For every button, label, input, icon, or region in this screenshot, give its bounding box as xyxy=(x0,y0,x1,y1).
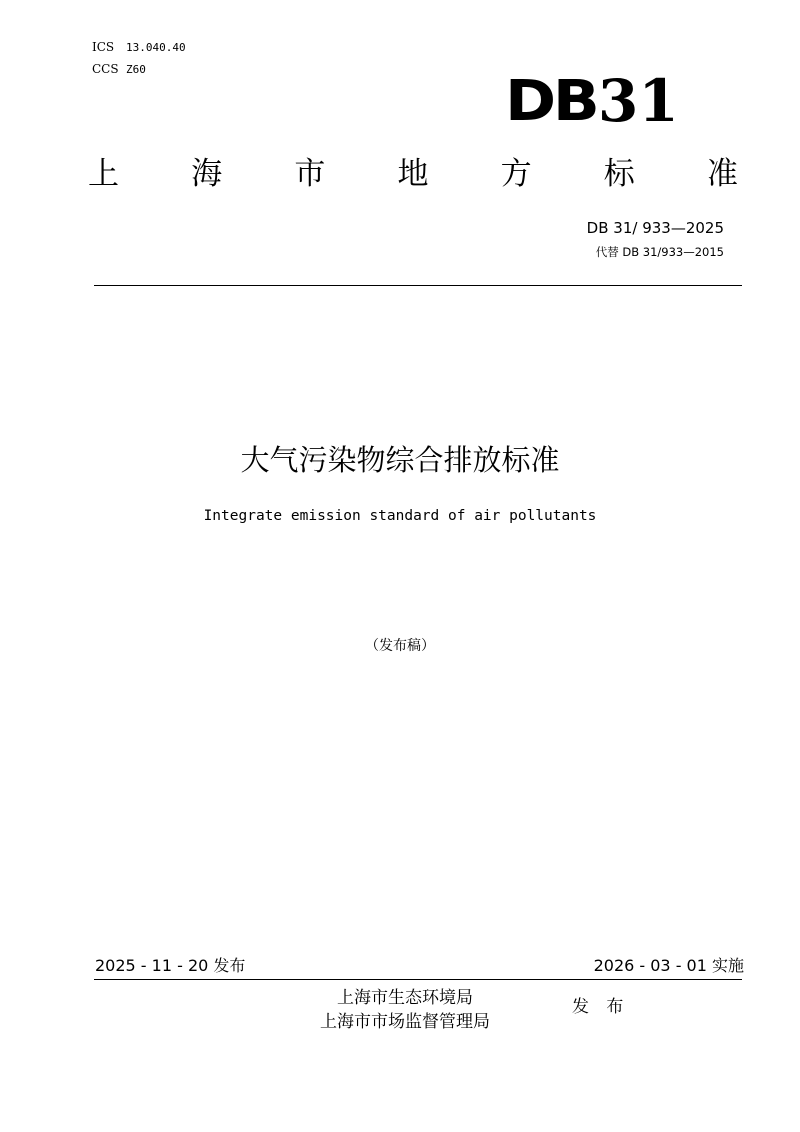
ccs-label: CCS xyxy=(92,62,119,76)
bottom-divider xyxy=(94,979,742,980)
replaces-standard: 代替 DB 31/933—2015 xyxy=(595,245,724,259)
title-chinese: 大气污染物综合排放标准 xyxy=(240,443,560,477)
standard-type-char: 地 xyxy=(397,156,429,192)
issuer-name: 上海市生态环境局 xyxy=(337,988,473,1008)
publish-label: 发 布 xyxy=(572,997,630,1017)
standard-type-char: 标 xyxy=(603,156,635,192)
standard-number: DB 31/ 933—2025 xyxy=(586,219,724,237)
ics-value: 13.040.40 xyxy=(126,41,186,54)
issue-date: 2025 - 11 - 20 发布 xyxy=(95,956,246,975)
issuing-organizations xyxy=(300,986,510,1034)
draft-label: （发布稿） xyxy=(365,638,435,654)
ics-label: ICS xyxy=(92,40,115,54)
standard-type-char: 市 xyxy=(294,156,326,192)
ics-code xyxy=(92,40,186,55)
standard-type-char: 准 xyxy=(706,156,738,192)
standard-type-title xyxy=(88,152,738,196)
ccs-value: Z60 xyxy=(126,63,146,76)
standard-type-char: 方 xyxy=(500,156,532,192)
ccs-code xyxy=(92,62,146,77)
issuer-name: 上海市市场监督管理局 xyxy=(320,1012,490,1032)
implementation-date: 2026 - 03 - 01 实施 xyxy=(593,956,744,975)
standard-type-char: 上 xyxy=(88,156,119,192)
db-logo-letters: DB xyxy=(505,69,597,134)
standard-type-char: 海 xyxy=(191,156,223,192)
db-logo-number: 31 xyxy=(598,67,679,135)
title-english: Integrate emission standard of air pollutants xyxy=(203,508,597,524)
top-divider xyxy=(94,285,742,286)
